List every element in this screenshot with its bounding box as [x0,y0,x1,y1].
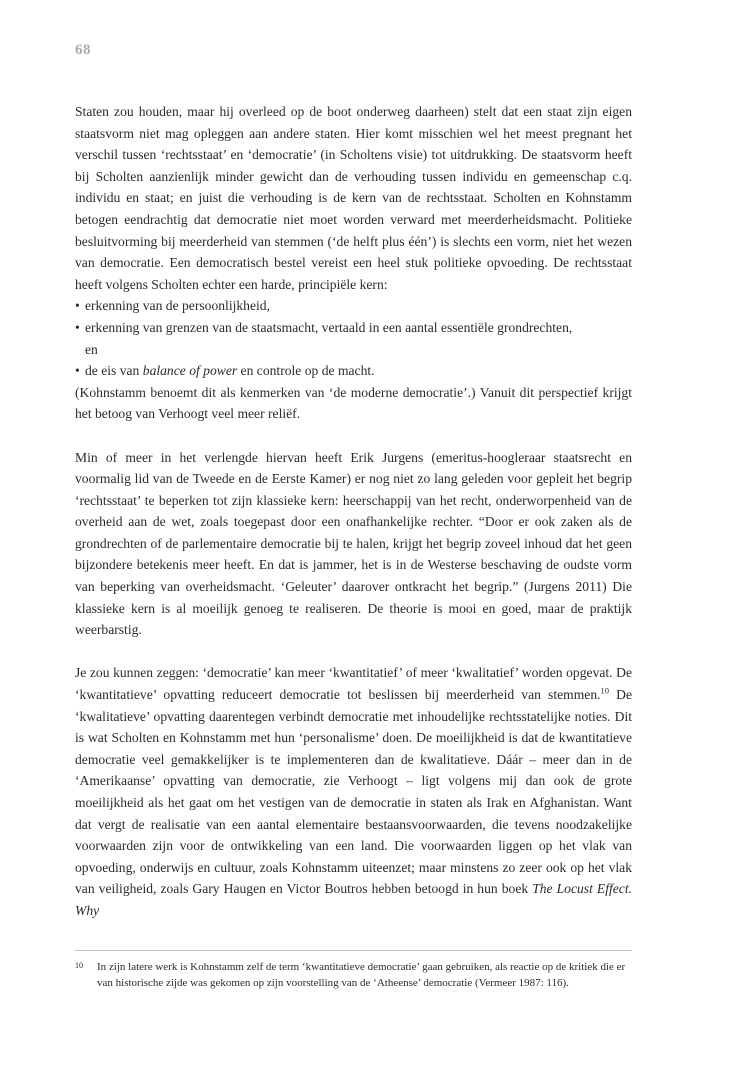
paragraph-text-start: Je zou kunnen zeggen: ‘democratie’ kan meer ‘kwantitatief’ of meer ‘kwalitatief’ worden opgevat. De ‘kwantitatieve’ opvatting reduceert democratie tot beslissen bij meerderheid van stemmen. [75,665,632,703]
list-item-text-end: en controle op de macht. [237,363,375,379]
body-text [75,101,632,922]
paragraph-kohnstamm: (Kohnstamm benoemt dit als kenmerken van ‘de moderne democratie’.) Vanuit dit perspectief krijgt het betoog van Verhoogt veel meer reliëf. [75,384,632,422]
footnote-reference: 10 [600,685,610,696]
paragraph-democratie [75,662,632,921]
footnote-divider [75,950,632,951]
list-item-text-start: de eis van [85,363,143,379]
list-item-text: erkenning van de persoonlijkheid, [85,298,270,314]
bullet-list [75,295,632,381]
list-item [75,295,632,317]
bullet-icon: • [75,319,80,335]
paragraph-jurgens: Min of meer in het verlengde hiervan heeft Erik Jurgens (emeritus-hoogleraar staatsrecht en voormalig lid van de Tweede en de Eerste Kamer) er nog niet zo lang geleden voor gepleit het begrip ‘rechtsstaat’ te beperken tot zijn klassieke kern: heerschappij van het recht, onderworpenheid van de overheid aan de wet, zoals toegepast door een onafhankelijke rechter. “Door er ook zaken als de grondrechten of de parlementaire democratie bij te halen, krijgt het begrip zoveel inhoud dat het geen bijzondere betekenis meer heeft. En dat is jammer, het is in de Westerse beschaving de oudste vorm van beperking van overheidsmacht. ‘Geleuter’ daarover ontkracht het begrip.” (Jurgens 2011) Die klassieke kern is al moeilijk genoeg te realiseren. De theorie is mooi en goed, maar de praktijk weerbarstig. [75,449,632,638]
list-item [75,360,632,382]
footnote [75,959,632,991]
list-item-continuation: en [85,341,98,357]
footnote-number: 10 [75,961,83,970]
list-item-text: erkenning van grenzen van de staatsmacht, vertaald in een aantal essentiële grondrechten, [85,319,573,335]
italic-term: balance of power [142,363,238,379]
list-item [75,317,632,360]
paragraph-rechtsstaat: Staten zou houden, maar hij overleed op de boot onderweg daarheen) stelt dat een staat zijn eigen staatsvorm niet mag opleggen aan andere staten. Hier komt misschien wel het meest pregnant het verschil tussen ‘rechtsstaat’ en ‘democratie’ (in Scholtens visie) tot uitdrukking. De staatsvorm heeft bij Scholten aanzienlijk minder gewicht dan de verhouding tussen individu en gemeenschap c.q. individu en staat; en juist die verhouding is de kern van de rechtsstaat. Scholten en Kohnstamm betogen eendrachtig dat democratie niet moet worden verward met meerderheidsmacht. Politieke besluitvorming bij meerderheid van stemmen (‘de helft plus één’) is slechts een vorm, niet het wezen van democratie. Een democratisch bestel vereist een heel stuk politieke opvoeding. De rechtsstaat heeft volgens Scholten echter een harde, principiële kern: [75,104,632,292]
bullet-icon: • [75,298,80,314]
page-number: 68 [75,42,91,58]
paragraph-text-end: De ‘kwalitatieve’ opvatting daarentegen verbindt democratie met inhoudelijke rechtsstatelijke noties. Dit is wat Scholten en Kohnstamm met hun ‘personalisme’ doen. De moeilijkheid is dat de kwantitatieve democratie veel gemakkelijker is te implementeren dan de kwalitatieve. Dáár – meer dan in de ‘Amerikaanse’ opvatting van democratie, zie Verhoogt – ligt volgens mij dan ook de grote moeilijkheid als het gaat om het vestigen van de democratie in staten als Irak en Afghanistan. Want dat vergt de realisatie van een aantal elementaire bestaansvoorwaarden, die tevens noodzakelijke voorwaarden zijn voor de ontwikkeling van een land. Die voorwaarden liggen op het vlak van opvoeding, onderwijs en cultuur, zoals Kohnstamm uiteenzet; maar minstens zo zeer ook op het vlak van veiligheid, zoals Gary Haugen en Victor Boutros hebben betoogd in hun boek [75,687,633,897]
footnote-text: In zijn latere werk is Kohnstamm zelf de term ‘kwantitatieve democratie’ gaan gebruiken, als reactie op de kritiek die er van historische zijde was gekomen op zijn voorstelling van de ‘Atheense’ democratie (Vermeer 1987: 116). [97,961,626,989]
book-title: The Locust Effect. Why [75,881,632,918]
bullet-icon: • [75,363,80,379]
